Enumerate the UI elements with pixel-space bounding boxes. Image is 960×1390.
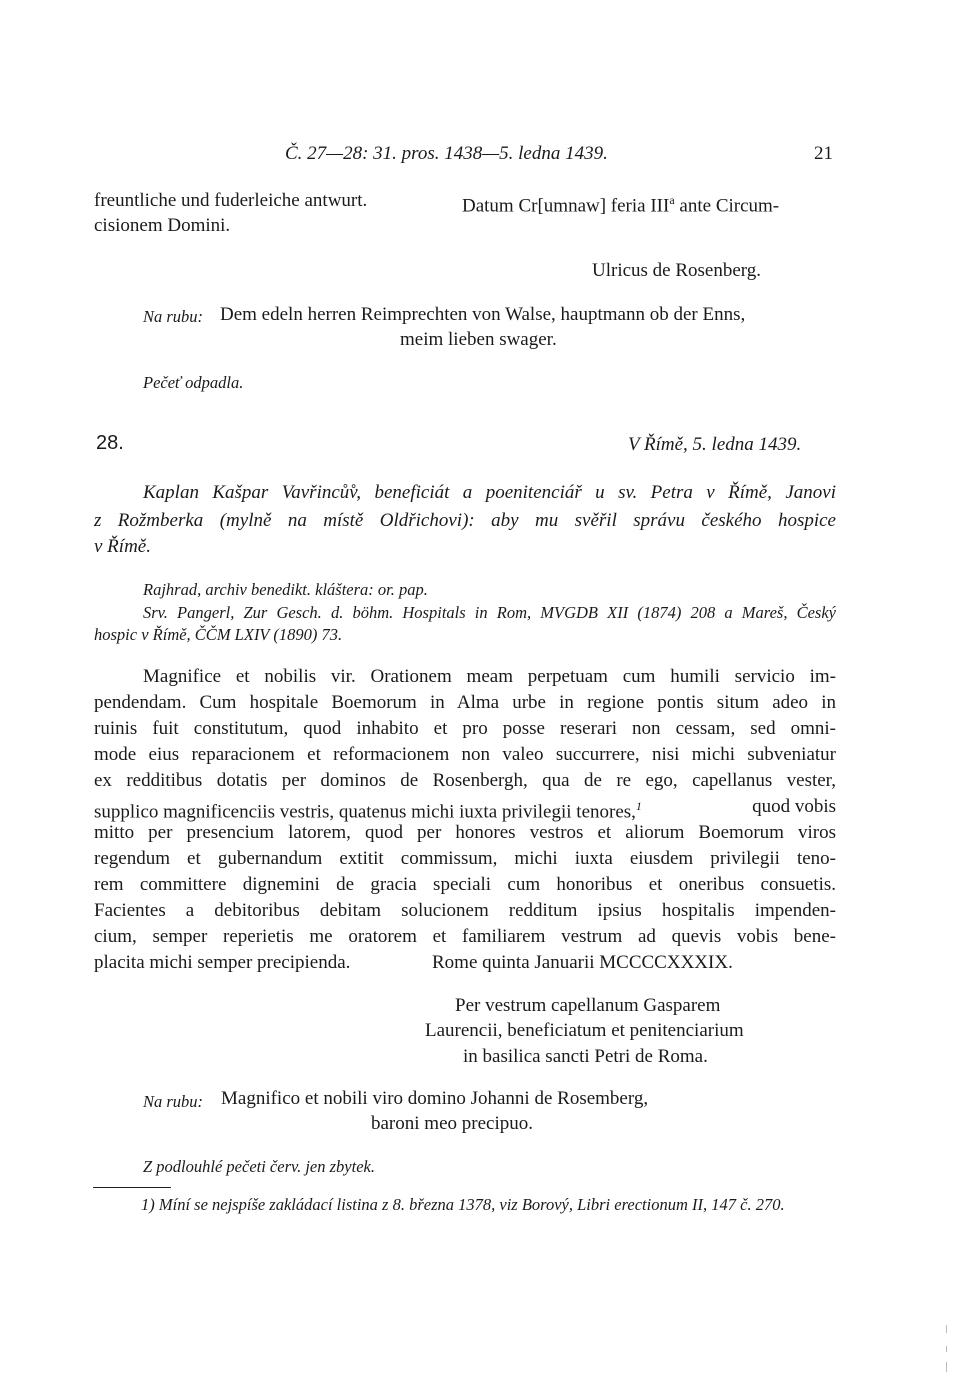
entry-number: 28. <box>96 432 124 454</box>
entry-summary-line-3: v Římě. <box>94 536 151 557</box>
entry-literature-line-2: hospic v Římě, ČČM LXIV (1890) 73. <box>94 625 343 644</box>
body-line-3: ruinis fuit constitutum, quod inhabito et pro posse reserari non cessam, sed omni- <box>94 718 836 739</box>
entry-seal-note: Z podlouhlé pečeti červ. jen zbytek. <box>143 1157 375 1176</box>
closing-line-2: Laurencii, beneficiatum et penitenciarium <box>425 1020 744 1041</box>
body-line-4: mode eius reparacionem et reformacionem non valeo succurrere, nisi michi subveniatur <box>94 744 836 765</box>
prev-seal-note: Pečeť odpadla. <box>143 373 244 392</box>
footnote-rule <box>93 1187 171 1188</box>
scan-artifact-mark <box>946 1325 947 1333</box>
closing-line-1: Per vestrum capellanum Gasparem <box>455 995 721 1016</box>
entry-address-label: Na rubu: <box>143 1092 204 1111</box>
prev-letter-signature: Ulricus de Rosenberg. <box>592 260 762 281</box>
prev-address-line1: Dem edeln herren Reimprechten von Walse, hauptmann ob der Enns, <box>220 304 746 325</box>
prev-address-line2: meim lieben swager. <box>400 329 557 350</box>
body-line-2: pendendam. Cum hospitale Boemorum in Alma urbe in regione pontis situm adeo in <box>94 692 836 713</box>
footnote-reference[interactable]: 1 <box>635 799 642 813</box>
prev-letter-text-line2: cisionem Domini. <box>94 215 231 236</box>
scan-artifact-mark <box>946 1346 947 1352</box>
body-line-8: regendum et gubernandum extitit commissum, michi iuxta eiusdem privilegii teno- <box>94 848 836 869</box>
entry-summary-line-1: Kaplan Kašpar Vavřinců̊v, beneficiát a poenitenciář u sv. Petra v Římě, Janovi <box>143 482 836 503</box>
entry-address-line2: baroni meo precipuo. <box>371 1113 533 1134</box>
entry-place-date: V Římě, 5. ledna 1439. <box>628 434 802 455</box>
prev-letter-text-left: freuntliche und fuderleiche antwurt. <box>94 190 368 211</box>
prev-letter-dating-end: ante Circum- <box>674 195 780 217</box>
scan-artifact-mark <box>946 1362 947 1372</box>
entry-summary-line-2: z Rožmberka (mylně na místě Oldřichovi): aby mu svěřil správu českého hospice <box>94 510 836 531</box>
body-line-10: Facientes a debitoribus debitam solucionem redditum ipsius hospitalis impenden- <box>94 900 836 921</box>
entry-literature-line-1: Srv. Pangerl, Zur Gesch. d. böhm. Hospitals in Rom, MVGDB XII (1874) 208 a Mareš, Český <box>143 603 836 622</box>
feria-superscript: a <box>669 193 675 207</box>
entry-address-line1: Magnifico et nobili viro domino Johanni de Rosemberg, <box>221 1088 649 1109</box>
running-title: Č. 27—28: 31. pros. 1438—5. ledna 1439. <box>285 143 608 164</box>
letter-date-line: Rome quinta Januarii MCCCCXXXIX. <box>432 952 733 973</box>
body-line-5: ex redditibus dotatis per dominos de Rosenbergh, qua de re ego, capellanus vester, <box>94 770 836 791</box>
footnote-1: 1) Míní se nejspíše zakládací listina z 8. března 1378, viz Borový, Libri erectionum II, 147 č. 270. <box>141 1195 785 1214</box>
body-line-9: rem committere dignemini de gracia speciali cum honoribus et oneribus consuetis. <box>94 874 836 895</box>
prev-address-label: Na rubu: <box>143 307 204 326</box>
body-line-6-main: supplico magnificenciis vestris, quatenus michi iuxta privilegii tenores, <box>94 801 636 823</box>
body-line-1: Magnifice et nobilis vir. Orationem meam perpetuam cum humili servicio im- <box>143 666 836 687</box>
body-line-7: mitto per presencium latorem, quod per honores vestros et aliorum Boemorum viros <box>94 822 836 843</box>
page-number: 21 <box>814 143 833 164</box>
entry-source: Rajhrad, archiv benedikt. kláštera: or. pap. <box>143 580 428 599</box>
prev-letter-dating <box>462 188 779 218</box>
prev-letter-dating-text: Datum Cr[umnaw] feria III <box>462 195 670 217</box>
body-line-6-tail: quod vobis <box>752 796 836 817</box>
body-line-12: placita michi semper precipienda. <box>94 952 351 973</box>
body-line-11: cium, semper reperietis me oratorem et familiarem vestrum ad quevis vobis bene- <box>94 926 836 947</box>
closing-line-3: in basilica sancti Petri de Roma. <box>463 1046 708 1067</box>
